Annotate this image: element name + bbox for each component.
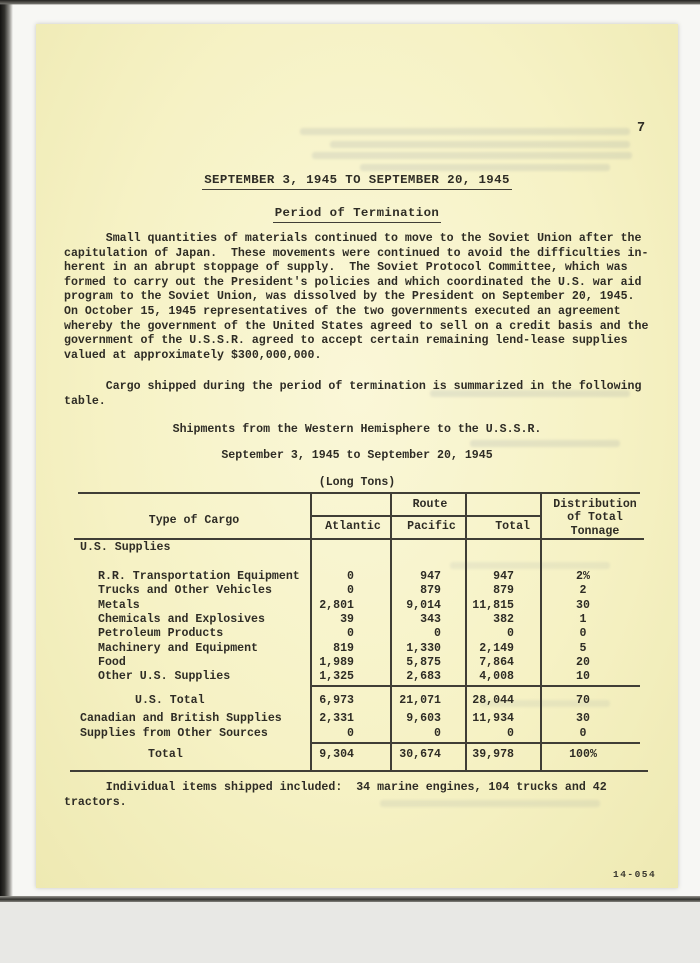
file-stamp: 14-054: [613, 869, 657, 880]
text-line: herent in an abrupt stoppage of supply. The Soviet Protocol Committee, which was: [64, 261, 628, 275]
table-cell-atlantic: 1,989: [319, 655, 354, 669]
table-caption-units: (Long Tons): [318, 476, 396, 489]
paragraph-termination: [64, 232, 670, 363]
table-cell-atlantic: 9,304: [319, 748, 354, 761]
table-cell-pacific: 0: [434, 727, 441, 740]
table-cell-atlantic: 819: [333, 641, 354, 655]
table-cell-distribution: 0: [579, 627, 587, 641]
table-row: [78, 570, 640, 584]
bleed-through-mark: [330, 141, 630, 148]
text-line: valued at approximately $300,000,000.: [64, 348, 322, 362]
table-cell-atlantic: 2,801: [319, 598, 354, 612]
text-line: government of the U.S.S.R. agreed to accept certain remaining lend-lease supplies: [64, 334, 628, 348]
document-title-row: [36, 170, 678, 190]
shipments-table: [78, 492, 640, 774]
text-line: Individual items shipped included: 34 marine engines, 104 trucks and 42: [64, 781, 607, 794]
table-cell-atlantic: [310, 541, 390, 555]
table-cell-atlantic: 0: [347, 727, 354, 740]
table-cell-pacific: 5,875: [406, 655, 441, 669]
document-subtitle-row: [36, 203, 678, 223]
table-cell-label: Metals: [98, 598, 140, 612]
table-cell-total: 0: [507, 627, 514, 641]
table-cell-pacific: 30,674: [399, 748, 441, 761]
table-cell-total: 382: [493, 612, 514, 626]
table-cell-pacific: 9,603: [406, 712, 441, 725]
scanned-page: [36, 24, 678, 888]
text-line: Tonnage: [570, 524, 620, 538]
table-cell-pacific: 879: [420, 584, 441, 598]
table-cell-distribution: 2: [579, 584, 587, 598]
table-cell-pacific: 0: [434, 627, 441, 641]
table-cell-label: Total: [148, 748, 183, 761]
table-cell-label: U.S. Supplies: [80, 541, 171, 554]
text-line: Small quantities of materials continued to move to the Soviet Union after the: [64, 232, 642, 245]
text-line: whereby the government of the United States agreed to sell on a credit basis and the: [64, 319, 649, 333]
table-cell-total: 11,934: [472, 712, 514, 725]
table-cell-atlantic: 6,973: [319, 694, 354, 707]
table-row: [78, 642, 640, 656]
table-cell-distribution: 1: [579, 612, 587, 626]
table-cell-total: 879: [493, 584, 514, 598]
table-rule-header-bottom: [74, 538, 644, 540]
table-row: [78, 627, 640, 641]
table-row: [78, 694, 640, 708]
table-cell-distribution: 2%: [576, 570, 590, 583]
table-cell-label: U.S. Total: [135, 694, 205, 707]
table-cell-label: Canadian and British Supplies: [80, 712, 282, 725]
table-rule-under-route: [310, 515, 540, 517]
table-cell-distribution: 70: [576, 694, 590, 707]
table-cell-total: 2,149: [479, 641, 514, 655]
table-cell-total: 947: [493, 570, 514, 583]
table-cell-atlantic: 1,325: [319, 670, 354, 684]
table-cell-atlantic: 39: [340, 612, 354, 626]
table-cell-distribution: 30: [576, 712, 590, 725]
table-row: [78, 541, 640, 555]
table-cell-atlantic: 2,331: [319, 712, 354, 725]
page-number: 7: [637, 121, 646, 136]
paragraph-cargo-summary: [64, 380, 670, 409]
text-line: formed to carry out the President's policies and which coordinated the U.S. war aid: [64, 275, 642, 289]
table-cell-label: Food: [98, 655, 126, 669]
bleed-through-mark: [312, 152, 632, 159]
table-cell-label: Trucks and Other Vehicles: [98, 584, 272, 598]
table-cell-total: 7,864: [479, 655, 514, 669]
column-header-total: Total: [495, 520, 530, 533]
table-cell-total: 0: [507, 727, 514, 740]
table-cell-label: Machinery and Equipment: [98, 641, 259, 655]
table-cell-pacific: [390, 541, 465, 555]
scanner-edge-left: [0, 0, 13, 963]
bleed-through-mark: [470, 440, 620, 447]
table-cell-total: 39,978: [472, 748, 514, 761]
column-header-type-of-cargo: Type of Cargo: [148, 514, 240, 527]
table-cell-pacific: 947: [420, 570, 441, 583]
table-cell-distribution: [540, 541, 640, 555]
table-cell-atlantic: 0: [347, 627, 354, 641]
column-header-distribution: [540, 498, 640, 538]
table-cell-label: Petroleum Products: [98, 627, 224, 641]
table-rule-above-total: [310, 742, 640, 744]
table-cell-total: [465, 541, 540, 555]
text-line: On October 15, 1945 representatives of the two governments executed an agreement: [64, 304, 621, 318]
table-cell-distribution: 0: [579, 727, 587, 740]
text-line: program to the Soviet Union, was dissolved by the President on September 20, 1945.: [64, 290, 635, 304]
table-cell-pacific: 21,071: [399, 694, 441, 707]
column-header-pacific: Pacific: [407, 520, 456, 533]
table-row: [78, 656, 640, 670]
table-cell-pacific: 2,683: [406, 670, 441, 684]
table-row: [78, 670, 640, 684]
table-cell-distribution: 20: [576, 655, 590, 669]
paragraph-individual-items: [64, 781, 670, 810]
table-rule-bottom: [70, 770, 648, 772]
table-cell-total: 4,008: [479, 670, 514, 684]
table-caption-dates: September 3, 1945 to September 20, 1945: [221, 449, 493, 462]
table-cell-total: 11,815: [472, 598, 514, 612]
table-rule-top: [78, 492, 640, 494]
table-cell-atlantic: 0: [347, 584, 354, 598]
table-cell-label: Supplies from Other Sources: [80, 727, 268, 740]
column-header-atlantic: Atlantic: [325, 520, 381, 533]
text-line: tractors.: [64, 795, 127, 809]
scanner-edge-top: [0, 0, 700, 5]
text-line: of Total: [567, 511, 623, 525]
table-caption-shipments: Shipments from the Western Hemisphere to the U.S.S.R.: [172, 423, 542, 436]
table-cell-atlantic: 0: [347, 570, 354, 583]
table-cell-label: R.R. Transportation Equipment: [98, 570, 300, 583]
table-row: [78, 613, 640, 627]
text-line: Distribution: [553, 498, 637, 511]
scan-underlying-sheet: [0, 902, 700, 963]
table-cell-distribution: 10: [576, 670, 590, 684]
table-row: [78, 727, 640, 741]
table-row: [78, 748, 640, 762]
column-group-header-route: Route: [412, 498, 448, 511]
table-row: [78, 712, 640, 726]
table-rule-above-us-total: [310, 685, 640, 687]
table-cell-distribution: 100%: [569, 748, 597, 761]
table-cell-total: 28,044: [472, 694, 514, 707]
document-title: SEPTEMBER 3, 1945 TO SEPTEMBER 20, 1945: [202, 173, 512, 190]
text-line: table.: [64, 394, 106, 408]
table-row: [78, 584, 640, 598]
table-cell-pacific: 9,014: [406, 598, 441, 612]
table-row: [78, 599, 640, 613]
table-cell-pacific: 343: [420, 612, 441, 626]
text-line: Cargo shipped during the period of termination is summarized in the following: [64, 380, 642, 393]
table-cell-pacific: 1,330: [406, 641, 441, 655]
table-cell-distribution: 5: [579, 641, 587, 655]
table-cell-distribution: 30: [576, 598, 590, 612]
text-line: capitulation of Japan. These movements were continued to avoid the difficulties in-: [64, 246, 649, 260]
document-subtitle: Period of Termination: [273, 206, 442, 223]
bleed-through-mark: [300, 128, 630, 135]
table-cell-label: Chemicals and Explosives: [98, 612, 265, 626]
table-cell-label: Other U.S. Supplies: [98, 670, 231, 684]
